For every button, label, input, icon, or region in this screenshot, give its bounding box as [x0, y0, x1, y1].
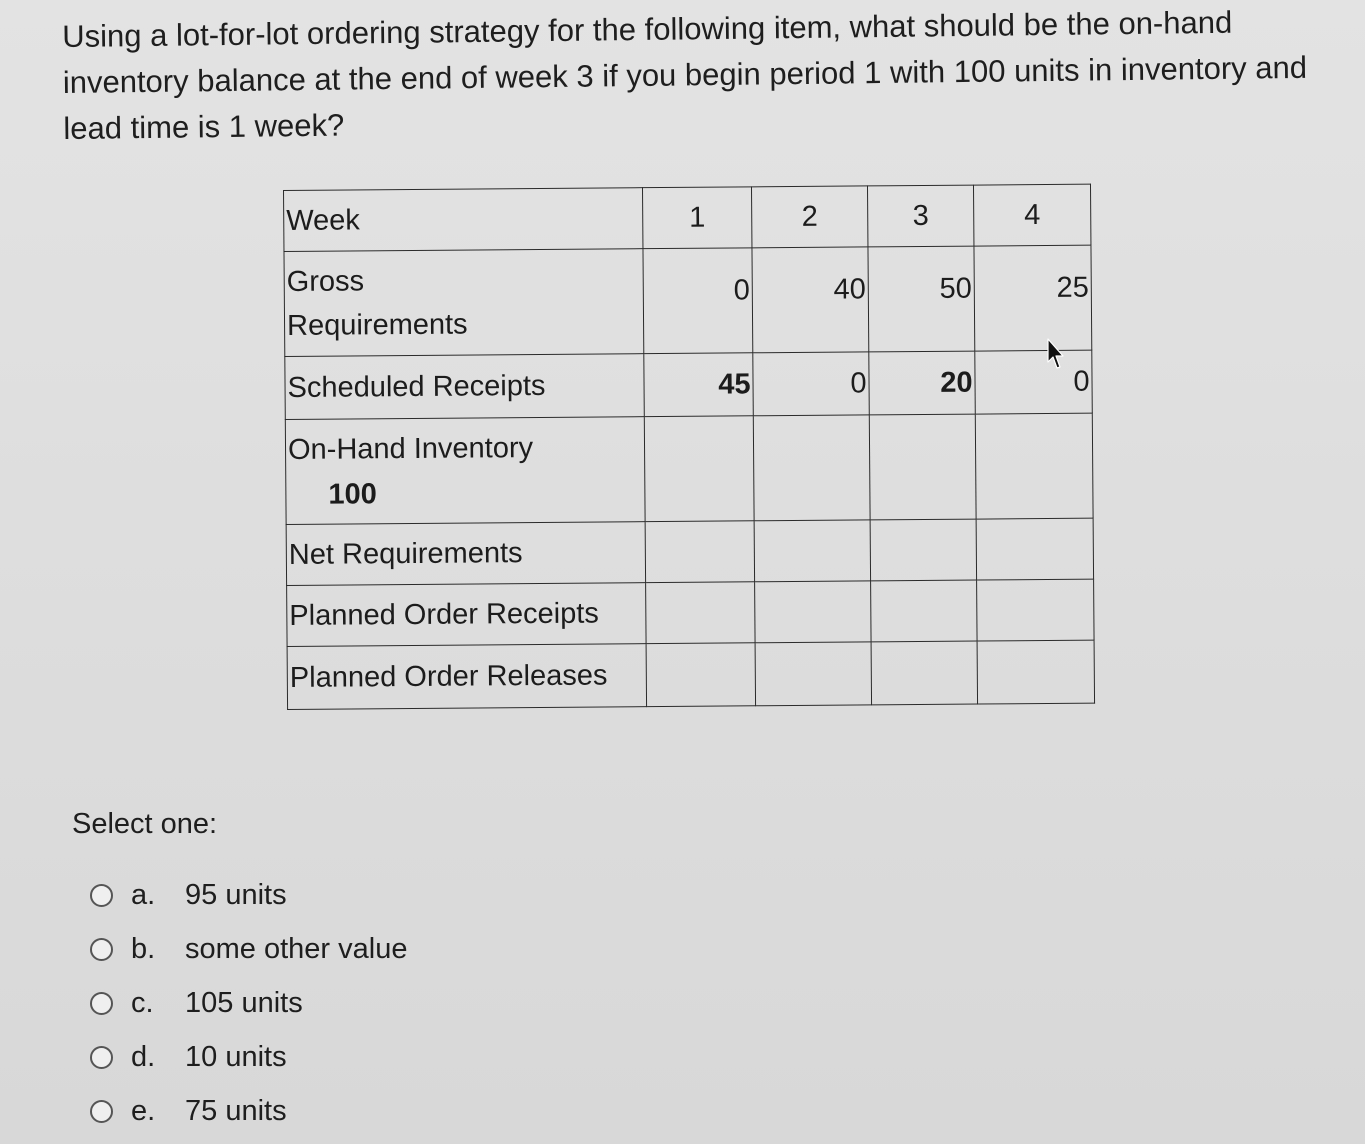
on-hand-inventory-week-1	[644, 416, 754, 522]
option-b[interactable]	[90, 922, 407, 976]
option-c[interactable]	[90, 976, 407, 1030]
mouse-pointer-icon	[1046, 338, 1066, 372]
option-c-text[interactable]: 105 units	[185, 986, 303, 1019]
option-e-text[interactable]: 75 units	[185, 1094, 287, 1127]
net-requirements-label: Net Requirements	[286, 522, 645, 586]
net-requirements-week-4	[976, 518, 1093, 580]
scheduled-receipts-week-1: 45	[644, 353, 753, 417]
option-a[interactable]	[90, 868, 407, 922]
gross-requirements-label-line1: Gross	[286, 265, 365, 298]
table-row-on-hand-inventory	[285, 413, 1093, 524]
gross-requirements-week-3	[868, 246, 975, 352]
net-requirements-week-3	[870, 519, 976, 581]
on-hand-inventory-label-text: On-Hand Inventory	[287, 432, 534, 466]
planned-order-releases-week-2	[755, 642, 871, 706]
on-hand-inventory-week-2	[753, 415, 870, 521]
net-requirements-week-1	[645, 521, 754, 583]
on-hand-inventory-initial: 100	[328, 478, 377, 511]
radio-button-e[interactable]	[90, 1100, 113, 1123]
planned-order-releases-week-1	[646, 643, 755, 707]
gross-requirements-week-2-value: 40	[833, 273, 866, 306]
gross-requirements-week-1	[643, 248, 753, 354]
option-a-letter: a.	[131, 878, 156, 911]
gross-requirements-week-3-value: 50	[939, 272, 972, 305]
week-3-header: 3	[867, 185, 973, 247]
gross-requirements-label	[284, 249, 644, 357]
option-e-letter: e.	[131, 1094, 156, 1127]
table-row-scheduled-receipts	[285, 350, 1092, 419]
table-row-gross-requirements	[284, 245, 1092, 356]
radio-button-a[interactable]	[90, 884, 113, 907]
planned-order-releases-week-3	[871, 641, 977, 705]
planned-order-releases-label: Planned Order Releases	[287, 644, 646, 710]
net-requirements-week-2	[754, 520, 870, 582]
on-hand-inventory-week-4	[975, 413, 1093, 519]
table-row-net-requirements	[286, 518, 1093, 585]
option-b-text[interactable]: some other value	[185, 932, 408, 965]
gross-requirements-week-2	[752, 247, 869, 353]
mrp-table	[283, 184, 1095, 710]
on-hand-inventory-week-3	[869, 414, 976, 520]
planned-order-receipts-week-1	[646, 582, 755, 644]
planned-order-receipts-week-4	[977, 579, 1094, 641]
option-d[interactable]	[90, 1030, 407, 1084]
select-one-label: Select one:	[72, 808, 218, 840]
scheduled-receipts-week-4: 0	[975, 350, 1092, 414]
planned-order-receipts-week-3	[871, 580, 977, 642]
option-d-text[interactable]: 10 units	[185, 1040, 287, 1073]
week-header-label: Week	[284, 188, 643, 252]
scheduled-receipts-week-2: 0	[753, 352, 869, 416]
question-text: Using a lot-for-lot ordering strategy for the following item, what should be the on-hand inventory balance at the end of week 3 if you begin period 1 with 100 units in inventory and lead time is 1 week?	[62, 4, 1308, 146]
on-hand-inventory-label	[285, 417, 645, 525]
answer-options	[90, 868, 407, 1138]
option-c-letter: c.	[131, 986, 154, 1019]
option-b-letter: b.	[131, 932, 156, 965]
scheduled-receipts-week-3: 20	[869, 351, 975, 415]
week-4-header: 4	[973, 184, 1090, 246]
week-1-header: 1	[642, 187, 751, 249]
option-e[interactable]	[90, 1084, 407, 1138]
radio-button-d[interactable]	[90, 1046, 113, 1069]
radio-button-c[interactable]	[90, 992, 113, 1015]
table-row-week	[284, 184, 1091, 251]
table-row-planned-order-releases	[287, 640, 1094, 709]
table-row-planned-order-receipts	[287, 579, 1094, 646]
option-d-letter: d.	[131, 1040, 156, 1073]
planned-order-releases-week-4	[977, 640, 1094, 704]
planned-order-receipts-week-2	[755, 581, 871, 643]
gross-requirements-week-4-value: 25	[1056, 271, 1089, 304]
radio-button-b[interactable]	[90, 938, 113, 961]
scheduled-receipts-label: Scheduled Receipts	[285, 354, 644, 420]
gross-requirements-week-4	[974, 245, 1092, 351]
gross-requirements-week-1-value: 0	[733, 274, 750, 307]
week-2-header: 2	[751, 186, 867, 248]
planned-order-receipts-label: Planned Order Receipts	[287, 583, 646, 647]
option-a-text[interactable]: 95 units	[185, 878, 287, 911]
gross-requirements-label-line2: Requirements	[286, 308, 468, 342]
